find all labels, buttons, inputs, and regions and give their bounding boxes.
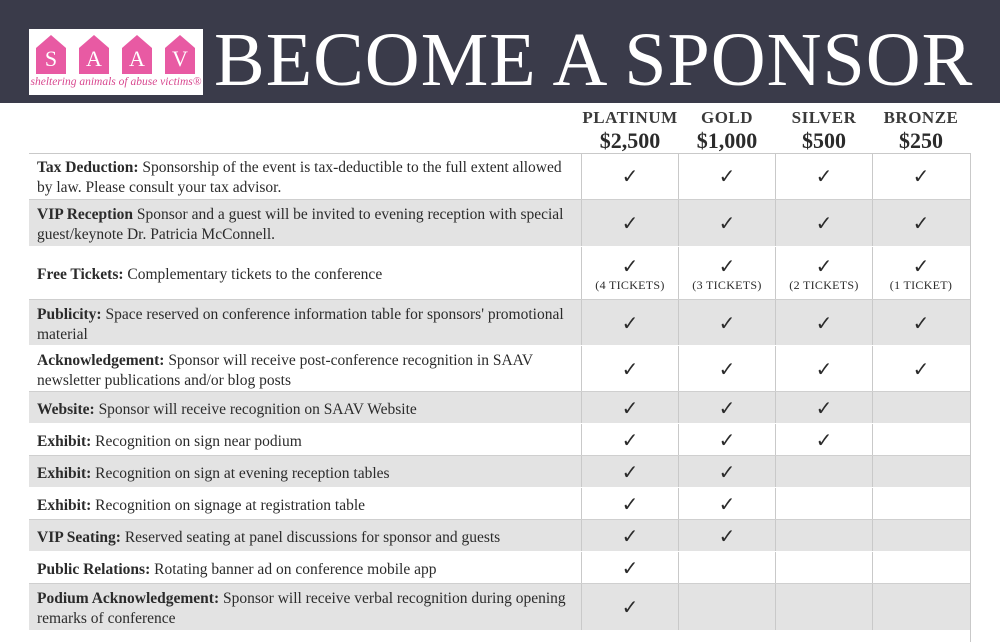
checkmark-icon: ✓ [718,523,736,548]
checkmark-icon: ✓ [815,253,833,278]
checkmark-icon: ✓ [621,211,639,235]
tier-cell-silver [775,552,872,583]
benefit-label: Tax Deduction: [37,159,139,176]
benefit-description [29,584,581,630]
checkmark-icon: ✓ [718,395,736,420]
checkmark-icon: ✓ [621,595,639,619]
checkmark-icon: ✓ [621,253,639,278]
tier-cell-platinum [581,392,678,423]
checkmark-icon: ✓ [912,164,930,188]
checkmark-icon: ✓ [621,395,639,420]
benefit-label: Podium Acknowledgement: [37,590,220,607]
benefit-label: Acknowledgement: [37,351,165,369]
tier-cell-silver [775,488,872,519]
checkmark-icon: ✓ [718,356,736,381]
tier-cell-gold [678,424,775,455]
tier-cell-silver [775,346,872,391]
benefit-description [29,552,581,583]
checkmark-icon: ✓ [718,253,736,278]
house-icon [35,34,67,74]
checkmark-icon: ✓ [621,427,639,452]
tier-cell-platinum [581,456,678,487]
table-row [29,584,971,631]
checkmark-icon: ✓ [718,427,736,452]
tier-price: $2,500 [599,128,661,153]
tier-cell-silver [775,584,872,630]
tier-cell-platinum [581,153,678,199]
tier-cell-gold [678,153,775,199]
tier-cell-bronze [872,300,969,345]
benefit-text: Reserved seating at panel discussions for sponsor and guests [124,528,501,546]
tier-cell-silver [775,392,872,423]
tier-cell-gold [678,520,775,551]
tier-cell-silver [775,520,872,551]
benefit-label: Exhibit: [37,432,92,450]
table-row [29,392,971,424]
checkmark-icon: ✓ [621,523,639,548]
benefit-label: Free Tickets: [37,266,124,283]
tier-price: $250 [899,128,943,153]
checkmark-icon: ✓ [621,555,639,580]
table-row [29,488,971,520]
tier-cell-gold [678,200,775,246]
checkmark-icon: ✓ [621,459,639,484]
table-row [29,520,971,552]
checkmark-icon: ✓ [718,459,736,484]
ticket-count: (4 TICKETS) [595,277,665,292]
benefit-label: VIP Reception [37,206,134,223]
benefit-text: Recognition on sign at evening reception tables [95,464,390,482]
checkmark-icon: ✓ [621,356,639,381]
checkmark-icon: ✓ [912,310,930,335]
tier-name: SILVER [791,108,857,127]
tier-price: $500 [802,128,846,153]
tier-cell-gold [678,552,775,583]
table-row [29,200,971,247]
tier-cell-bronze [872,488,969,519]
benefit-text: Sponsor will receive post-conference recognition in SAAV newsletter publications and/or blog posts [37,351,533,389]
tier-cell-bronze [872,247,969,299]
tier-header-bronze [872,108,970,154]
benefit-text: Sponsorship of the event is tax-deductible to the full extent allowed by law. Please consult your tax advisor. [37,159,562,196]
tier-cell-silver [775,247,872,299]
tier-name: BRONZE [883,108,959,127]
checkmark-icon: ✓ [718,211,736,235]
saav-logo[interactable] [29,29,203,95]
benefit-label: Public Relations: [37,560,151,578]
checkmark-icon: ✓ [815,427,833,452]
tier-cell-platinum [581,247,678,299]
benefit-label: VIP Seating: [37,528,121,546]
benefit-label: Website: [37,400,95,418]
tier-cell-gold [678,488,775,519]
tier-cell-silver [775,456,872,487]
benefit-text: Sponsor will receive recognition on SAAV Website [98,400,417,418]
checkmark-icon: ✓ [912,211,930,235]
benefit-description [29,424,581,455]
table-row [29,424,971,456]
tier-cell-platinum [581,584,678,630]
checkmark-icon: ✓ [718,310,736,335]
tier-cell-platinum [581,520,678,551]
tier-cell-platinum [581,424,678,455]
tier-cell-platinum [581,552,678,583]
benefit-label: Exhibit: [37,496,92,514]
benefit-text: Complementary tickets to the conference [127,266,383,283]
tier-cell-platinum [581,488,678,519]
house-icon [78,34,110,74]
logo-letter: V [172,46,188,71]
checkmark-icon: ✓ [912,356,930,381]
benefit-description [29,200,581,246]
checkmark-icon: ✓ [815,395,833,420]
tier-price: $1,000 [696,128,758,153]
tier-cell-bronze [872,424,969,455]
tier-cell-gold [678,247,775,299]
table-row [29,247,971,300]
benefit-description [29,392,581,423]
tier-cell-bronze [872,584,969,630]
tier-cell-platinum [581,200,678,246]
tier-name: PLATINUM [582,108,678,127]
tier-header-platinum [581,108,679,154]
benefit-text: Space reserved on conference information table for sponsors' promotional material [37,305,564,343]
checkmark-icon: ✓ [621,310,639,335]
tier-cell-gold [678,300,775,345]
tier-cell-bronze [872,153,969,199]
benefit-text: Sponsor and a guest will be invited to evening reception with special guest/keynote Dr. Patricia McConnell. [37,206,564,243]
benefit-description [29,247,581,299]
ticket-count: (3 TICKETS) [692,277,762,292]
logo-letter: A [129,46,145,71]
benefit-text: Recognition on signage at registration table [95,496,366,514]
checkmark-icon: ✓ [621,491,639,516]
header-banner [0,0,1000,103]
page-title: BECOME A SPONSOR [214,18,974,102]
tier-cell-bronze [872,392,969,423]
tier-cell-gold [678,346,775,391]
benefit-description [29,520,581,551]
tier-cell-bronze [872,346,969,391]
benefit-description [29,346,581,391]
checkmark-icon: ✓ [815,310,833,335]
tier-cell-silver [775,424,872,455]
checkmark-icon: ✓ [718,491,736,516]
table-row [29,346,971,392]
table-row [29,300,971,346]
benefit-description [29,153,581,199]
benefit-description [29,488,581,519]
table-row [29,153,971,200]
checkmark-icon: ✓ [815,164,833,188]
tier-cell-bronze [872,200,969,246]
checkmark-icon: ✓ [815,211,833,235]
benefit-text: Rotating banner ad on conference mobile app [154,560,437,578]
tier-cell-silver [775,300,872,345]
checkmark-icon: ✓ [621,164,639,188]
ticket-count: (1 TICKET) [889,277,953,292]
benefit-label: Publicity: [37,305,102,323]
tier-cell-silver [775,200,872,246]
benefit-text: Sponsor will receive verbal recognition during opening remarks of conference [37,590,566,627]
tier-header-gold [678,108,776,154]
benefit-description [29,456,581,487]
house-icon [121,34,153,74]
benefit-text: Recognition on sign near podium [95,432,302,450]
logo-houses [35,34,197,74]
tier-cell-silver [775,153,872,199]
tier-cell-platinum [581,346,678,391]
tier-header-silver [775,108,873,154]
checkmark-icon: ✓ [912,253,930,278]
checkmark-icon: ✓ [718,164,736,188]
tier-cell-gold [678,584,775,630]
tier-name: GOLD [700,108,754,127]
tier-cell-bronze [872,552,969,583]
tier-cell-bronze [872,520,969,551]
logo-letter: A [86,46,102,71]
house-icon [164,34,196,74]
logo-tagline: sheltering animals of abuse victims® [30,76,202,88]
table-row [29,552,971,584]
tier-cell-bronze [872,456,969,487]
tier-cell-gold [678,392,775,423]
table-row [29,456,971,488]
tier-cell-platinum [581,300,678,345]
tier-cell-gold [678,456,775,487]
ticket-count: (2 TICKETS) [789,277,859,292]
checkmark-icon: ✓ [815,356,833,381]
benefit-label: Exhibit: [37,464,92,482]
benefit-description [29,300,581,345]
logo-letter: S [44,46,58,71]
